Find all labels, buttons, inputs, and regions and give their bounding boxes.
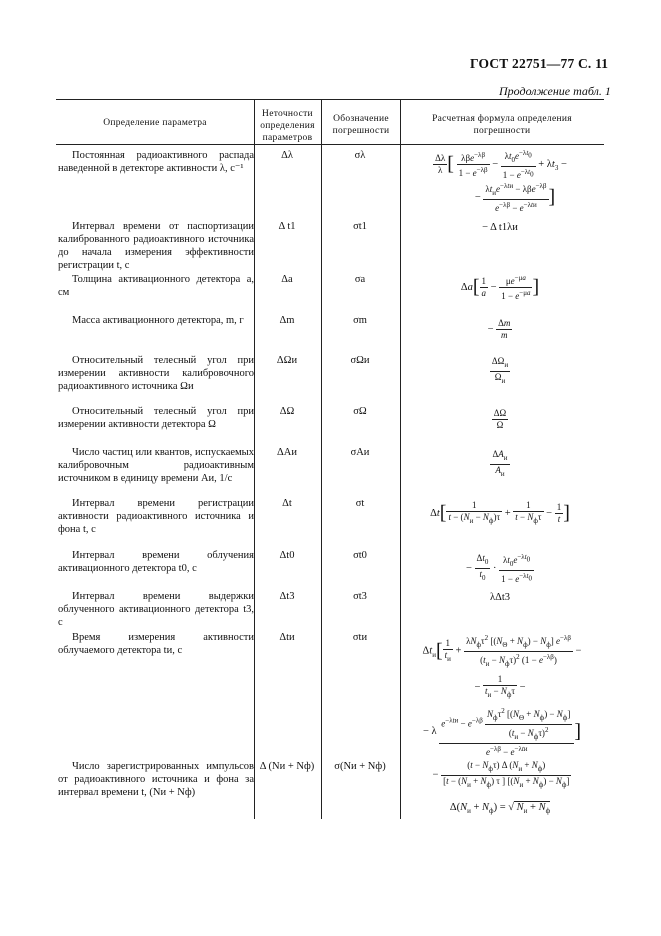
symbol-cell: σtи xyxy=(352,632,368,643)
formula-cell: Δa[ $\frac{1}{a}$ − $\frac{\mu e^{-\mu a}}{1 - e^{-\mu a}}$ ] xyxy=(460,274,540,301)
table-row-param: Интервал времени выдержки облученного активационного детектора t3, с xyxy=(58,591,254,628)
table-continuation-label: Продолжение табл. 1 xyxy=(499,84,611,98)
symbol-cell: σt3 xyxy=(353,591,367,602)
page-header: ГОСТ 22751—77 С. 11 xyxy=(470,56,609,71)
inaccuracy-cell: Δ (Nи + Nф) xyxy=(259,761,315,772)
inaccuracy-cell: Δtи xyxy=(279,632,295,643)
table-header-rule xyxy=(56,144,604,145)
column-header-symbol: Обозначение погрешности xyxy=(332,114,390,136)
formula-cell: − λ $e^{-\lambda tи} - e^{-\lambda\beta}$ $\frac{N_ф\tau^2 [(N_\Theta + N_ф) - N_ф]}{(t_и - N_ф\tau)^2}$ $e^{-\lambda\beta} - e^{-\lambda tи}$ ] xyxy=(422,707,581,757)
formula-cell: λΔt3 xyxy=(489,592,510,603)
inaccuracy-cell: Δa xyxy=(281,274,293,285)
table-row-param: Интервал времени от паспортизации калиброванного радиоактивного источника до начала измерения эффективности регистрации t, с xyxy=(58,221,254,271)
symbol-cell: σλ xyxy=(354,150,366,161)
symbol-cell: σt xyxy=(355,498,365,509)
formula-cell: $\Delta t_и$[ $\frac{1}{t_и}$ + $\frac{\lambda N_ф\tau^2 [(N_\Theta + N_ф) - N_ф] e^{-\lambda\beta}}{(t_и - N_ф\tau)^2 (1 - e^{-\lambda\beta})}$ − xyxy=(422,634,582,668)
symbol-cell: σAи xyxy=(350,447,370,458)
inaccuracy-cell: Δt3 xyxy=(279,591,295,602)
inaccuracy-cell: ΔΩ xyxy=(279,406,295,417)
formula-cell: $\frac{\Delta\Omega}{\Omega}$ xyxy=(493,408,507,430)
column-header-formula: Расчетная формула определения погрешности xyxy=(432,114,572,136)
symbol-cell: σa xyxy=(354,274,366,285)
column-divider xyxy=(254,99,255,819)
table-row-param: Относительный телесный угол при измерении активности калибровочного радиоактивного источника Ωи xyxy=(58,355,254,392)
table-row-param: Масса активационного детектора, m, г xyxy=(72,315,244,326)
column-divider xyxy=(321,99,322,819)
symbol-cell: σΩ xyxy=(353,406,367,417)
formula-cell: $\frac{\Delta\lambda}{\lambda}$ [ $\frac{\lambda\beta e^{-\lambda\beta}}{1 - e^{-\lambda\beta}}$ − $\frac{\lambda t_0e^{-\lambda t_0}}{1 - e^{-\lambda t_0}}$ + $\lambda t_3$ − xyxy=(435,149,567,180)
symbol-cell: σ(Nи + Nф) xyxy=(334,761,386,772)
formula-cell: − $\frac{\Delta m}{m}$ xyxy=(487,318,511,340)
symbol-cell: σm xyxy=(353,315,367,326)
formula-cell: $\frac{\Delta A_и}{A_и}$ xyxy=(492,449,508,478)
table-row-param: Относительный телесный угол при измерении активности детектора Ω xyxy=(58,406,254,430)
table-row-param: Время измерения активности облучаемого детектора tи, с xyxy=(58,632,254,656)
inaccuracy-cell: Δm xyxy=(279,315,295,326)
formula-cell: − $\frac{\lambda t_иe^{-\lambda tи} - \lambda\beta e^{-\lambda\beta}}{e^{-\lambda\beta} - e^{-\lambda tи}}$ ] xyxy=(474,182,556,213)
table-top-rule xyxy=(56,99,604,100)
formula-cell: − $\frac{1}{t_и - N_ф\tau}$ − xyxy=(474,674,526,699)
symbol-cell: σΩи xyxy=(350,355,370,366)
formula-cell: $\Delta(N_и + N_ф)$ = √ $N_и + N_ф$ xyxy=(449,802,551,816)
column-header-inaccuracy: Неточности определения параметров xyxy=(260,109,315,143)
inaccuracy-cell: Δλ xyxy=(281,150,293,161)
inaccuracy-cell: Δ t1 xyxy=(278,221,296,232)
table-row-param: Интервал времени регистрации активности радиоактивного источника и фона t, с xyxy=(58,498,254,535)
table-row-param: Постоянная радиоактивного распада наведенной в детекторе активности λ, с⁻¹ xyxy=(58,150,254,174)
table-row-param: Число частиц или квантов, испускаемых калибровочным радиоактивным источником в единицу времени Aи, 1/с xyxy=(58,447,254,484)
symbol-cell: σt1 xyxy=(353,221,367,232)
table-row-param: Интервал времени облучения активационного детектора t0, с xyxy=(58,550,254,574)
table-row-param: Толщина активационного детектора a, см xyxy=(58,274,254,298)
formula-cell: Δt[ $\frac{1}{t - (N_и - N_ф)\tau}$ + $\frac{1}{t - N_ф\tau}$ − $\frac{1}{t}$ ] xyxy=(430,500,570,525)
inaccuracy-cell: Δt0 xyxy=(279,550,295,561)
inaccuracy-cell: Δt xyxy=(282,498,292,509)
column-header-parameter: Определение параметра xyxy=(103,118,207,128)
formula-cell: $\frac{\Delta\Omega_и}{\Omega_и}$ xyxy=(491,356,509,385)
inaccuracy-cell: ΔAи xyxy=(277,447,297,458)
table-row-param: Число зарегистрированных импульсов от радиоактивного источника и фона за интервал времени t, (Nи + Nф) xyxy=(58,761,254,798)
formula-cell: − $\frac{\Delta t_0}{t_0}$ · $\frac{\lambda t_0e^{-\lambda t_0}}{1 - e^{-\lambda t_0}}$ xyxy=(466,553,532,584)
formula-cell: − Δ t1λи xyxy=(482,222,518,233)
symbol-cell: σt0 xyxy=(353,550,367,561)
inaccuracy-cell: ΔΩи xyxy=(276,355,298,366)
formula-cell: − $\frac{(t - N_ф\tau) \Delta (N_и + N_ф)}{[t - (N_и + N_ф) \tau ] [(N_и + N_ф) - N_ф]}$ xyxy=(432,760,570,789)
